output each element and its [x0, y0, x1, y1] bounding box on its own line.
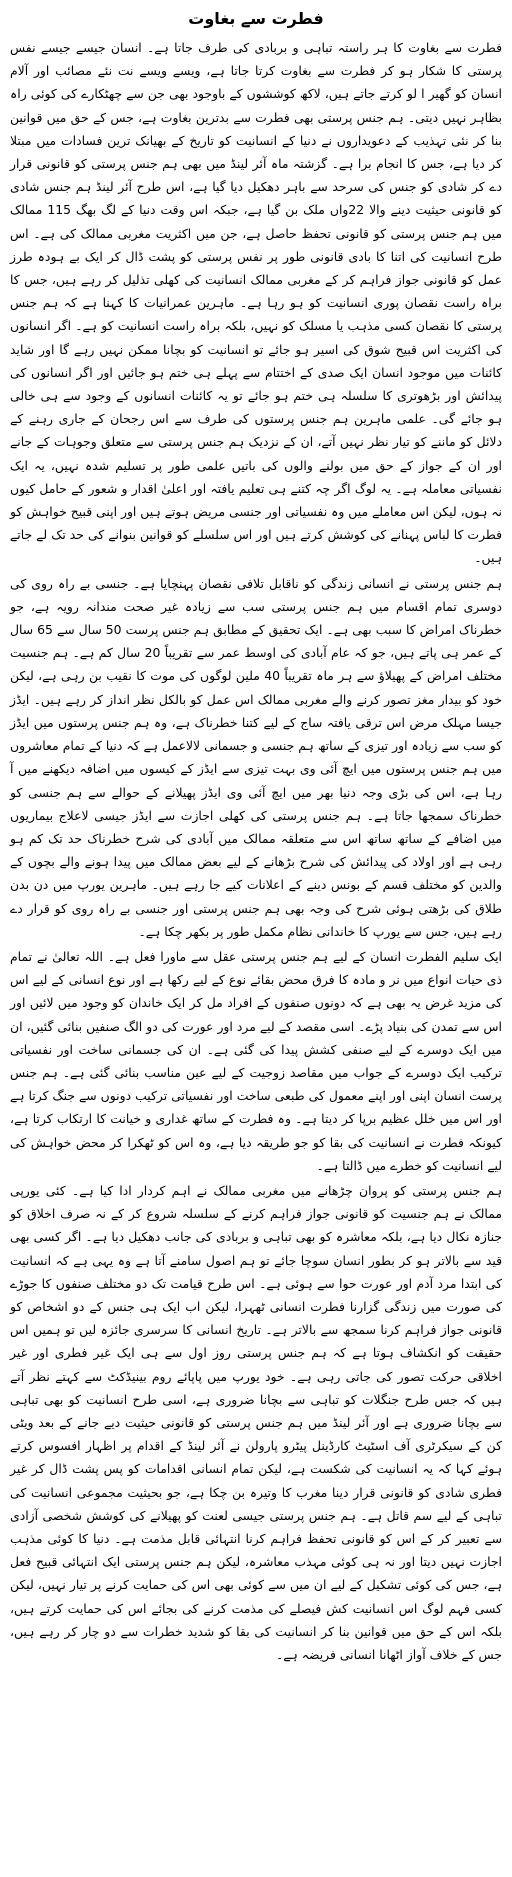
paragraph-1: فطرت سے بغاوت کا ہر راستہ تباہی و بربادی کی طرف جاتا ہے۔ انسان جیسے جیسے نفس پرستی کا شکار ہو کر فطرت سے بغاوت کرتا جاتا ہے، ویسے ویسے نت نئے مصائب اور آلام انسان کو گھیر ا لو کرتے جاتے ہیں، لاکھ کوششوں کے باوجود بھی جن سے چھٹکارے کی کوئی راہ بظاہر نہیں دیتی۔ ہم جنس پرستی بھی فطرت سے بدترین بغاوت ہے، جس کے حق میں قوانین بنا کر نئی تہذیب کے دعویداروں نے دنیا کے انسانیت کو تاریخ کے بھیانک ترین فسادات میں مبتلا کر دیا ہے، جس کا انجام برا ہے۔ گزشتہ ماہ آئر لینڈ میں بھی ہم جنس پرستی کو قانونی قرار دے کر شادی کو جنس کی سرحد سے باہر دھکیل دیا گیا ہے، اس طرح آئر لینڈ ہم جنس شادی کو قانونی حیثیت دینے والا 22واں ملک بن گیا ہے، جبکہ اس وقت دنیا کے لگ بھگ 115 ممالک میں ہم جنس پرستی کو قانونی تحفظ حاصل ہے، جن میں اکثریت مغربی ممالک کی ہے۔ اس طرح انسانیت کی اتنا کا بادی قانونی طور پر نفس پرستی کو پشت ڈال کر ایک بے ہودہ طرز عمل کو قانونی جواز فراہم کر کے مغربی ممالک انسانیت کی کھلی تذلیل کر رہے ہیں، جس کا براہ راست نقصان پوری انسانیت کو ہو رہا ہے۔ ماہرین عمرانیات کا کہنا ہے کہ ہم جنس پرستی کا نقصان کسی مذہب یا مسلک کو نہیں، بلکہ براہ راست انسانیت کو ہے۔ اگر انسانوں کی اکثریت اس قبیح شوق کی اسیر ہو جائے تو انسانیت کو بچانا ممکن نہیں رہے گا اور شاید کائنات میں موجود انسان ایک صدی کے اختتام سے پہلے ہی ختم ہو جائیں اور اگر انسانوں کی پیدائش اور بڑھوتری کا سلسلہ ہی ختم ہو جائے تو یہ کائنات انسانوں کے وجود سے ہی خالی ہو جائے گی۔ علمی ماہرین ہم جنس پرستوں کی طرف سے اس رجحان کے جاری رہنے کے دلائل کو ماننے کو تیار نظر نہیں آتے، ان کے نزدیک ہم جنس پرستی سے متعلق وجوہات کے جانے اور ان کے جواز کے حق میں بولنے والوں کی باتیں علمی طور پر تسلیم شدہ نہیں، یہ ایک نفسیاتی معاملہ ہے۔ یہ لوگ اگر چہ کتنے ہی تعلیم یافتہ اور اعلیٰ اقدار و شعور کے حامل کیوں نہ ہوں، لیکن اس معاملے میں وہ نفسیاتی اور جنسی مریض ہوتے ہیں اور اپنی قبیح خواہش کو فطرت کا لباس پہنانے کی کوشش کرتے ہیں اور اس سلسلے کو قوانین بنوانے کی حد تک لے جاتے ہیں۔ — [9, 40, 502, 566]
article-title: فطرت سے بغاوت — [188, 9, 324, 28]
paragraph-3: ایک سلیم الفطرت انسان کے لیے ہم جنس پرستی عقل سے ماورا فعل ہے۔ اللہ تعالیٰ نے تمام ذی حیات انواع میں نر و مادہ کا فرق محض بقائے نوع کے لیے رکھا ہے اور نوع انسانی کے لیے اس کی مزید غرض یہ بھی ہے کہ دونوں صنفوں کے افراد مل کر ایک خاندان کو وجود میں لائیں اور اس سے تمدن کی بنیاد پڑے۔ اسی مقصد کے لیے مرد اور عورت کی دو الگ صنفیں بنائی گئیں، ان میں ایک دوسرے کے لیے صنفی کشش پیدا کی گئی ہے۔ ان کی جسمانی ساخت اور نفسیاتی ترکیب ایک دوسرے کے جواب میں مقاصد زوجیت کے لیے عین مناسب بنائی گئی ہے۔ ہم جنس پرست انسان اپنی اور اپنے معمول کی طبعی ساخت اور نفسیاتی ترکیب دونوں سے جنگ کرتا ہے اور اس میں خلل عظیم برپا کر دیتا ہے۔ وہ فطرت کے ساتھ غداری و خیانت کا ارتکاب کرتا ہے، کیونکہ فطرت نے انسانیت کی بقا کو جو طریقہ دیا ہے، وہ اس کو ٹھکرا کر محض خواہش کی لیے انسانیت کو خطرے میں ڈالتا ہے۔ — [10, 948, 502, 1173]
paragraph-4: ہم جنس پرستی کو پروان چڑھانے میں مغربی ممالک نے اہم کردار ادا کیا ہے۔ کئی یورپی ممالک نے ہم جنسیت کو قانونی جواز فراہم کرنے کے سلسلہ شروع کر کے نہ صرف اخلاق کو جنازہ نکال دیا ہے، بلکہ معاشرہ کو بھی تباہی و بربادی کی جانب دھکیل دیا ہے۔ اگر کسی بھی قید سے بالاتر ہو کر بطور انسان سوچا جائے تو ہم اصول سامنے آتا ہے وہ یہی ہے کہ انسانیت کی ابتدا مرد آدم اور عورت حوا سے ہوئی ہے۔ اس طرح قیامت تک دو مختلف صنفوں کا جوڑے کی صورت میں زندگی گزارنا فطرت انسانی ٹھہرا، لیکن اب ایک ہی جنس کے دو اشخاص کو قانونی جواز فراہم کرنا سمجھ سے بالاتر ہے۔ تاریخ انسانی کا سرسری جائزہ لیں تو ہمیں اس حقیقت کو انکشاف ہوتا ہے کہ ہم جنس پرستی روز اول سے ہی ایک غیر فطری اور غیر اخلاقی حرکت تصور کی جاتی رہی ہے۔ خود یورپ میں پاپائے روم بینیڈکٹ سے کہتے نظر آتے ہیں کہ جس طرح جنگلات کو تباہی سے بچانا ضروری ہے، اسی طرح انسانیت کو بھی تباہی سے بچانا ضروری ہے اور آئر لینڈ میں ہم جنس پرستی کو قانونی حیثیت دیے جانے کے بعد ویٹی کن کے سیکرٹری آف اسٹیٹ کارڈینل پیٹرو پارولن نے آئر لینڈ کے اقدام پر اظہار افسوس کرتے ہوئے کہا کہ یہ انسانیت کی شکست ہے، لیکن تمام انسانی اقدامات کو پس پشت ڈال کر غیر فطری شادی کو قانونی قرار دینا مغرب کا وتیرہ بن چکا ہے، جو بحیثیت مجموعی انسانیت کی تباہی کے لیے سم قاتل ہے۔ ہم جنس پرستی جیسی لعنت کو پھیلانے کی کوشش شخصی آزادی سے تعبیر کر کے اس کو قانونی تحفظ فراہم کرنا انتہائی قابل مذمت ہے۔ دنیا کا کوئی مذہب اجازت نہیں دیتا اور نہ ہی کوئی مہذب معاشرہ، لیکن ہم جنس پرستی ایک انتہائی قبیح فعل ہے، جس کی کوئی تشکیل کے لیے ان میں سے کوئی بھی اس کی حمایت کرنے پر تیار نہیں، لیکن کسی فہم لوگ اس انسانیت کش فیصلے کی مذمت کرنے کی بجائے اس کی حمایت کرتے ہیں، بلکہ اس کے حق میں قوانین بنا کر انسانیت کی بقا کو شدید خطرات سے دو چار کر رہے ہیں، جس کے خلاف آواز اٹھانا انسانی فریضہ ہے۔ — [10, 1182, 502, 1663]
paragraph-2: ہم جنس پرستی نے انسانی زندگی کو ناقابل تلافی نقصان پہنچایا ہے۔ جنسی بے راہ روی کی دوسری تمام اقسام میں ہم جنس پرستی سب سے زیادہ غیر صحت مندانہ رویہ ہے، جو خطرناک امراض کا سبب بھی ہے۔ ایک تحقیق کے مطابق ہم جنس پرست 50 سال سے 65 سال کے عمر ہی پاتے ہیں، جو کہ عام آبادی کی اوسط عمر سے تقریباً 20 سال کم ہے۔ ہم جنسیت مختلف امراض کے پھیلاؤ سے ہر ماہ تقریباً 40 ملین لوگوں کی موت کا نقیب بن رہی ہے، لیکن خود کو بیدار مغز تصور کرنے والے مغربی ممالک اس عمل کو بالکل نظر انداز کر رہے ہیں۔ ایڈز جیسا مہلک مرض اس ترقی یافتہ ساج کے لیے کتنا خطرناک ہے، وہ ہم جنس پرستوں میں ایڈز کو سب سے زیادہ اور تیزی کے ساتھ ہم جنسی و جسمانی لالاعمل ہے کہ دنیا کے تمام معاشروں میں ہم جنس پرستوں میں ایچ آئی وی بہت تیزی سے ایڈز کے کیسوں میں اضافہ دیکھنے میں آ رہا ہے، اس کی بڑی وجہ دنیا بھر میں ایچ آئی وی ایڈز پھیلانے کے حوالے سے ہم جنسی کو خطرناک سمجھا جاتا ہے۔ ہم جنس پرستی کی کھلی اجازت سے ایڈز جیسی لاعلاج بیماریوں میں اضافے کے ساتھ ساتھ اس سے متعلقہ ممالک میں آبادی کی شرح خطرناک حد تک کم ہو رہی ہے اور اولاد کی پیدائش کی شرح بڑھانے کے لیے بعض ممالک میں پیدا ہونے والے بچوں کے والدین کو مختلف قسم کے بونس دینے کے اعلانات کیے جا رہے ہیں۔ ماہرین یورپ میں دن بدن طلاق کی بڑھتی ہوئی شرح کی وجہ بھی ہم جنس پرستی اور جنسی بے راہ روی کو قرار دے رہے ہیں، جس سے یورپ کا خاندانی نظام مکمل طور پر بکھر چکا ہے۔ — [10, 575, 502, 939]
